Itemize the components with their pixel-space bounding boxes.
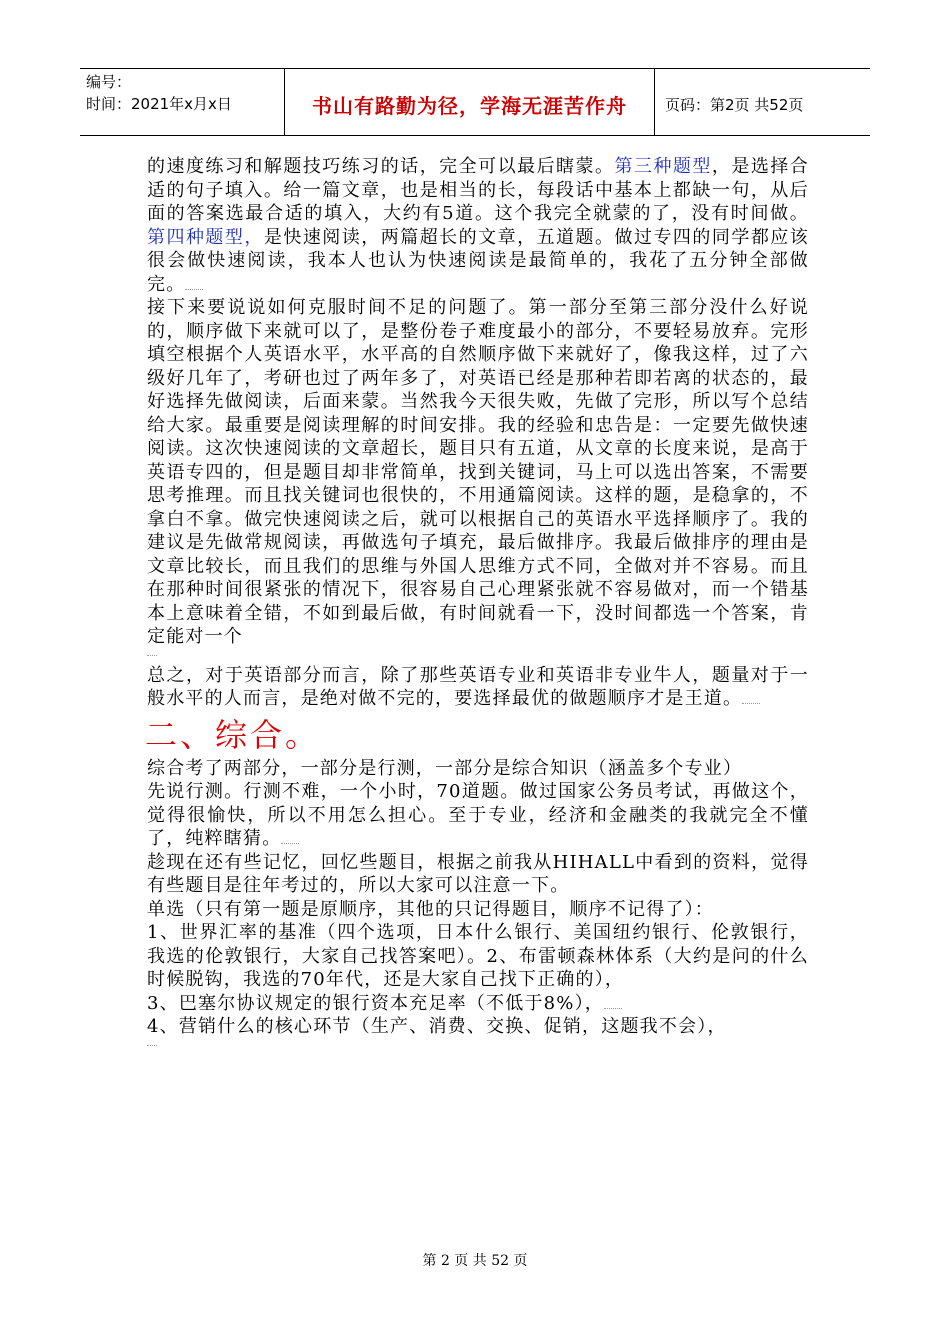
header-page-info: 页码：第2页 共52页 [665,95,804,114]
header-motto: 书山有路勤为径，学海无涯苦作舟 [285,69,655,135]
paragraph-question-1-2 [147,921,809,992]
dotted-leader [147,1039,157,1046]
text-run: 的速度练习和解题技巧练习的话，完全可以最后瞎蒙。 [147,156,615,177]
header-meta [80,69,285,135]
paragraph-recall-questions [147,851,809,898]
page-header [80,68,870,136]
text-run: 是快速阅读，两篇超长的文章，五道题。做过专四的同学都应该很会做快速阅读，我本人也认为快速阅读是最简单的，我花了五分钟全部做完。 [147,226,809,295]
dotted-leader [281,839,299,844]
dotted-leader [147,649,157,656]
page-footer: 第 2 页 共 52 页 [422,1253,528,1269]
text-run: 综合考了两部分，一部分是行测，一部分是综合知识（涵盖多个专业） [147,757,743,779]
dotted-leader [604,1004,622,1009]
paragraph-time-management [147,296,809,649]
dotted-leader [742,699,760,704]
paragraph-comprehensive-intro [147,757,809,781]
document-number-label: 编号： [86,73,132,91]
paragraph-question-types [147,155,809,296]
text-run: 先说行测。行测不难，一个小时，70道题。做过国家公务员考试，再做这个，觉得很愉快，所以不用怎么担心。至于专业，经济和金融类的我就完全不懂了，纯粹瞎猜。 [147,781,809,849]
text-run: 单选（只有第一题是原顺序，其他的只记得题目，顺序不记得了）： [147,898,714,920]
dotted-leader [185,285,203,290]
document-time-label: 时间：2021年x月x日 [86,95,232,113]
text-run: 4、营销什么的核心环节（生产、消费、交换、促销，这题我不会）， [147,1016,727,1037]
text-run: 趁现在还有些记忆，回忆些题目，根据之前我从HIHALL中看到的资料，觉得有些题目是往年考过的，所以大家可以注意一下。 [147,851,809,896]
highlight-type-four: 第四种题型， [147,226,264,248]
paragraph-aptitude-test [147,780,809,851]
text-run: ，是选择合适的句子填入。给一篇文章，也是相当的长，每段话中基本上都缺一句，从后面的答案选最合适的填入，大约有5道。这个我完全就蒙的了，没有时间做。 [147,156,810,224]
paragraph-question-4 [147,1015,809,1039]
section-heading: 二、综合。 [145,715,321,754]
paragraph-summary [147,664,809,711]
document-body [147,155,809,1054]
text-run: 接下来要说说如何克服时间不足的问题了。第一部分至第三部分没什么好说的，顺序做下来就可以了，是整份卷子难度最小的部分，不要轻易放弃。完形填空根据个人英语水平，水平高的自然顺序做下来就好了，像我这样，过了六级好几年了，考研也过了两年多了，对英语已经是那种若即若离的状态的，最好选择先做阅读，后面来蒙。当然我今天很失败，先做了完形，所以写个总结给大家。最重要是阅读理解的时间安排。我的经验和忠告是：一定要先做快速阅读。这次快速阅读的文章超长，题目只有五道，从文章的长度来说，是高于英语专四的，但是题目却非常简单，找到关键词，马上可以选出答案，不需要思考推理。而且找关键词也很快的，不用通篇阅读。这样的题，是稳拿的，不拿白不拿。做完快速阅读之后，就可以根据自己的英语水平选择顺序了。我的建议是先做常规阅读，再做选句子填充，最后做排序。我最后做排序的理由是文章比较长，而且我们的思维与外国人思维方式不同，全做对并不容易。而且在那种时间很紧张的情况下，很容易自己心理紧张就不容易做对，而一个错基本上意味着全错，不如到最后做，有时间就看一下，没时间都选一个答案，肯定能对一个 [147,297,809,647]
text-run: 3、巴塞尔协议规定的银行资本充足率（不低于8%）， [147,992,605,1014]
paragraph-single-choice-intro [147,898,809,922]
paragraph-question-3 [147,992,809,1016]
highlight-type-three: 第三种题型 [614,156,712,177]
text-run: 1、世界汇率的基准（四个选项，日本什么银行、美国纽约银行、伦敦银行，我选的伦敦银行，大家自己找答案吧）。2、布雷顿森林体系（大约是问的什么时候脱钩，我选的70年代，还是大家自己找下正确的）， [147,922,809,990]
text-run: 总之，对于英语部分而言，除了那些英语专业和英语非专业牛人，题量对于一般水平的人而言，是绝对做不完的，要选择最优的做题顺序才是王道。 [147,664,809,709]
